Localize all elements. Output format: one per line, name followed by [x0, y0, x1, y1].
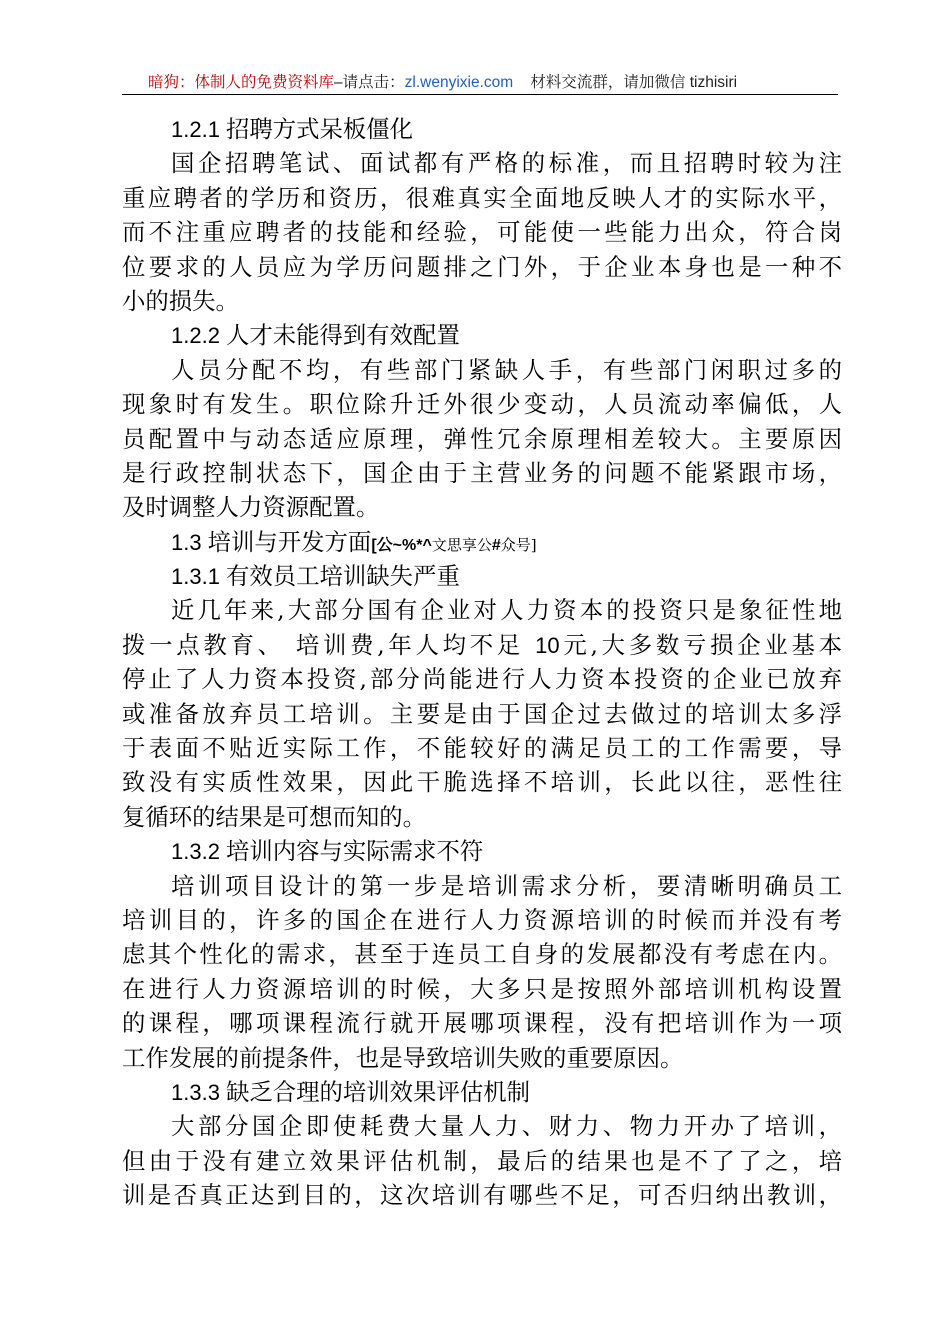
- paragraph-line: 培训目的，许多的国企在进行人力资源培训的时候而并没有考: [122, 905, 842, 934]
- paragraph-line: 的课程，哪项课程流行就开展哪项课程，没有把培训作为一项: [122, 1009, 842, 1038]
- paragraph-line: 训是否真正达到目的，这次培训有哪些不足，可否归纳出教训，: [122, 1181, 842, 1210]
- paragraph-line: 拨一点教育、 培训费,年人均不足 10元,大多数亏损企业基本: [122, 630, 843, 659]
- paragraph-line: 虑其个性化的需求，甚至于连员工自身的发展都没有考虑在内。: [122, 940, 842, 969]
- paragraph-line: 是行政控制状态下，国企由于主营业务的问题不能紧跟市场，: [122, 458, 842, 487]
- paragraph-line: 致没有实质性效果，因此干脆选择不培训，长此以往，恶性往: [122, 768, 842, 797]
- paragraph-line: 于表面不贴近实际工作，不能较好的满足员工的工作需要，导: [122, 734, 842, 763]
- paragraph-line: 在进行人力资源培训的时候，大多只是按照外部培训机构设置: [122, 974, 842, 1003]
- paragraph-line: 人员分配不均，有些部门紧缺人手，有些部门闲职过多的: [171, 355, 842, 384]
- paragraph-line: 员配置中与动态适应原理，弹性冗余原理相差较大。主要原因: [122, 424, 842, 453]
- heading-1-2-2: 1.2.2 人才未能得到有效配置: [171, 321, 460, 350]
- paragraph-line: 培训项目设计的第一步是培训需求分析，要清晰明确员工: [171, 871, 842, 900]
- heading-1-3-2: 1.3.2 培训内容与实际需求不符: [171, 837, 484, 866]
- heading-1-3-1: 1.3.1 有效员工培训缺失严重: [171, 562, 460, 591]
- heading-1-2-1: 1.2.1 招聘方式呆板僵化: [171, 115, 414, 143]
- page-header: [122, 64, 838, 95]
- paragraph-line: 位要求的人员应为学历问题排之门外，于企业本身也是一种不: [122, 252, 842, 281]
- paragraph-line: 重应聘者的学历和资历，很难真实全面地反映人才的实际水平，: [122, 183, 842, 212]
- header-contact: 材料交流群，请加微信 tizhisiri: [530, 74, 738, 91]
- header-url-link[interactable]: zl.wenyixie.com: [404, 74, 514, 91]
- document-body: [122, 112, 842, 1213]
- header-brand: 暗狗：体制人的免费资料库: [148, 74, 335, 91]
- header-prompt: –请点击：: [334, 74, 405, 91]
- paragraph-line: 停止了人力资本投资,部分尚能进行人力资本投资的企业已放弃: [122, 665, 842, 694]
- header-line: [148, 70, 737, 92]
- paragraph-line: 及时调整人力资源配置。: [122, 493, 380, 522]
- paragraph-line: 现象时有发生。职位除升迁外很少变动，人员流动率偏低，人: [122, 390, 842, 419]
- paragraph-line: 复循环的结果是可想而知的。: [122, 802, 427, 831]
- heading-1-3: 1.3 培训与开发方面[公~%*^文思享公#众号]: [171, 527, 537, 556]
- paragraph-line: 近几年来,大部分国有企业对人力资本的投资只是象征性地: [171, 596, 842, 625]
- paragraph-line: 工作发展的前提条件，也是导致培训失败的重要原因。: [122, 1043, 684, 1072]
- paragraph-line: 而不注重应聘者的技能和经验，可能使一些能力出众，符合岗: [122, 218, 842, 247]
- paragraph-line: 小的损失。: [122, 286, 239, 315]
- paragraph-line: 国企招聘笔试、面试都有严格的标准，而且招聘时较为注: [171, 149, 842, 178]
- paragraph-line: 但由于没有建立效果评估机制，最后的结果也是不了了之，培: [122, 1146, 842, 1175]
- paragraph-line: 大部分国企即使耗费大量人力、财力、物力开办了培训，: [171, 1112, 842, 1141]
- heading-1-3-3: 1.3.3 缺乏合理的培训效果评估机制: [171, 1077, 531, 1106]
- paragraph-line: 或准备放弃员工培训。主要是由于国企过去做过的培训太多浮: [122, 699, 842, 728]
- watermark-text: [公~%*^文思享公#众号]: [371, 535, 537, 554]
